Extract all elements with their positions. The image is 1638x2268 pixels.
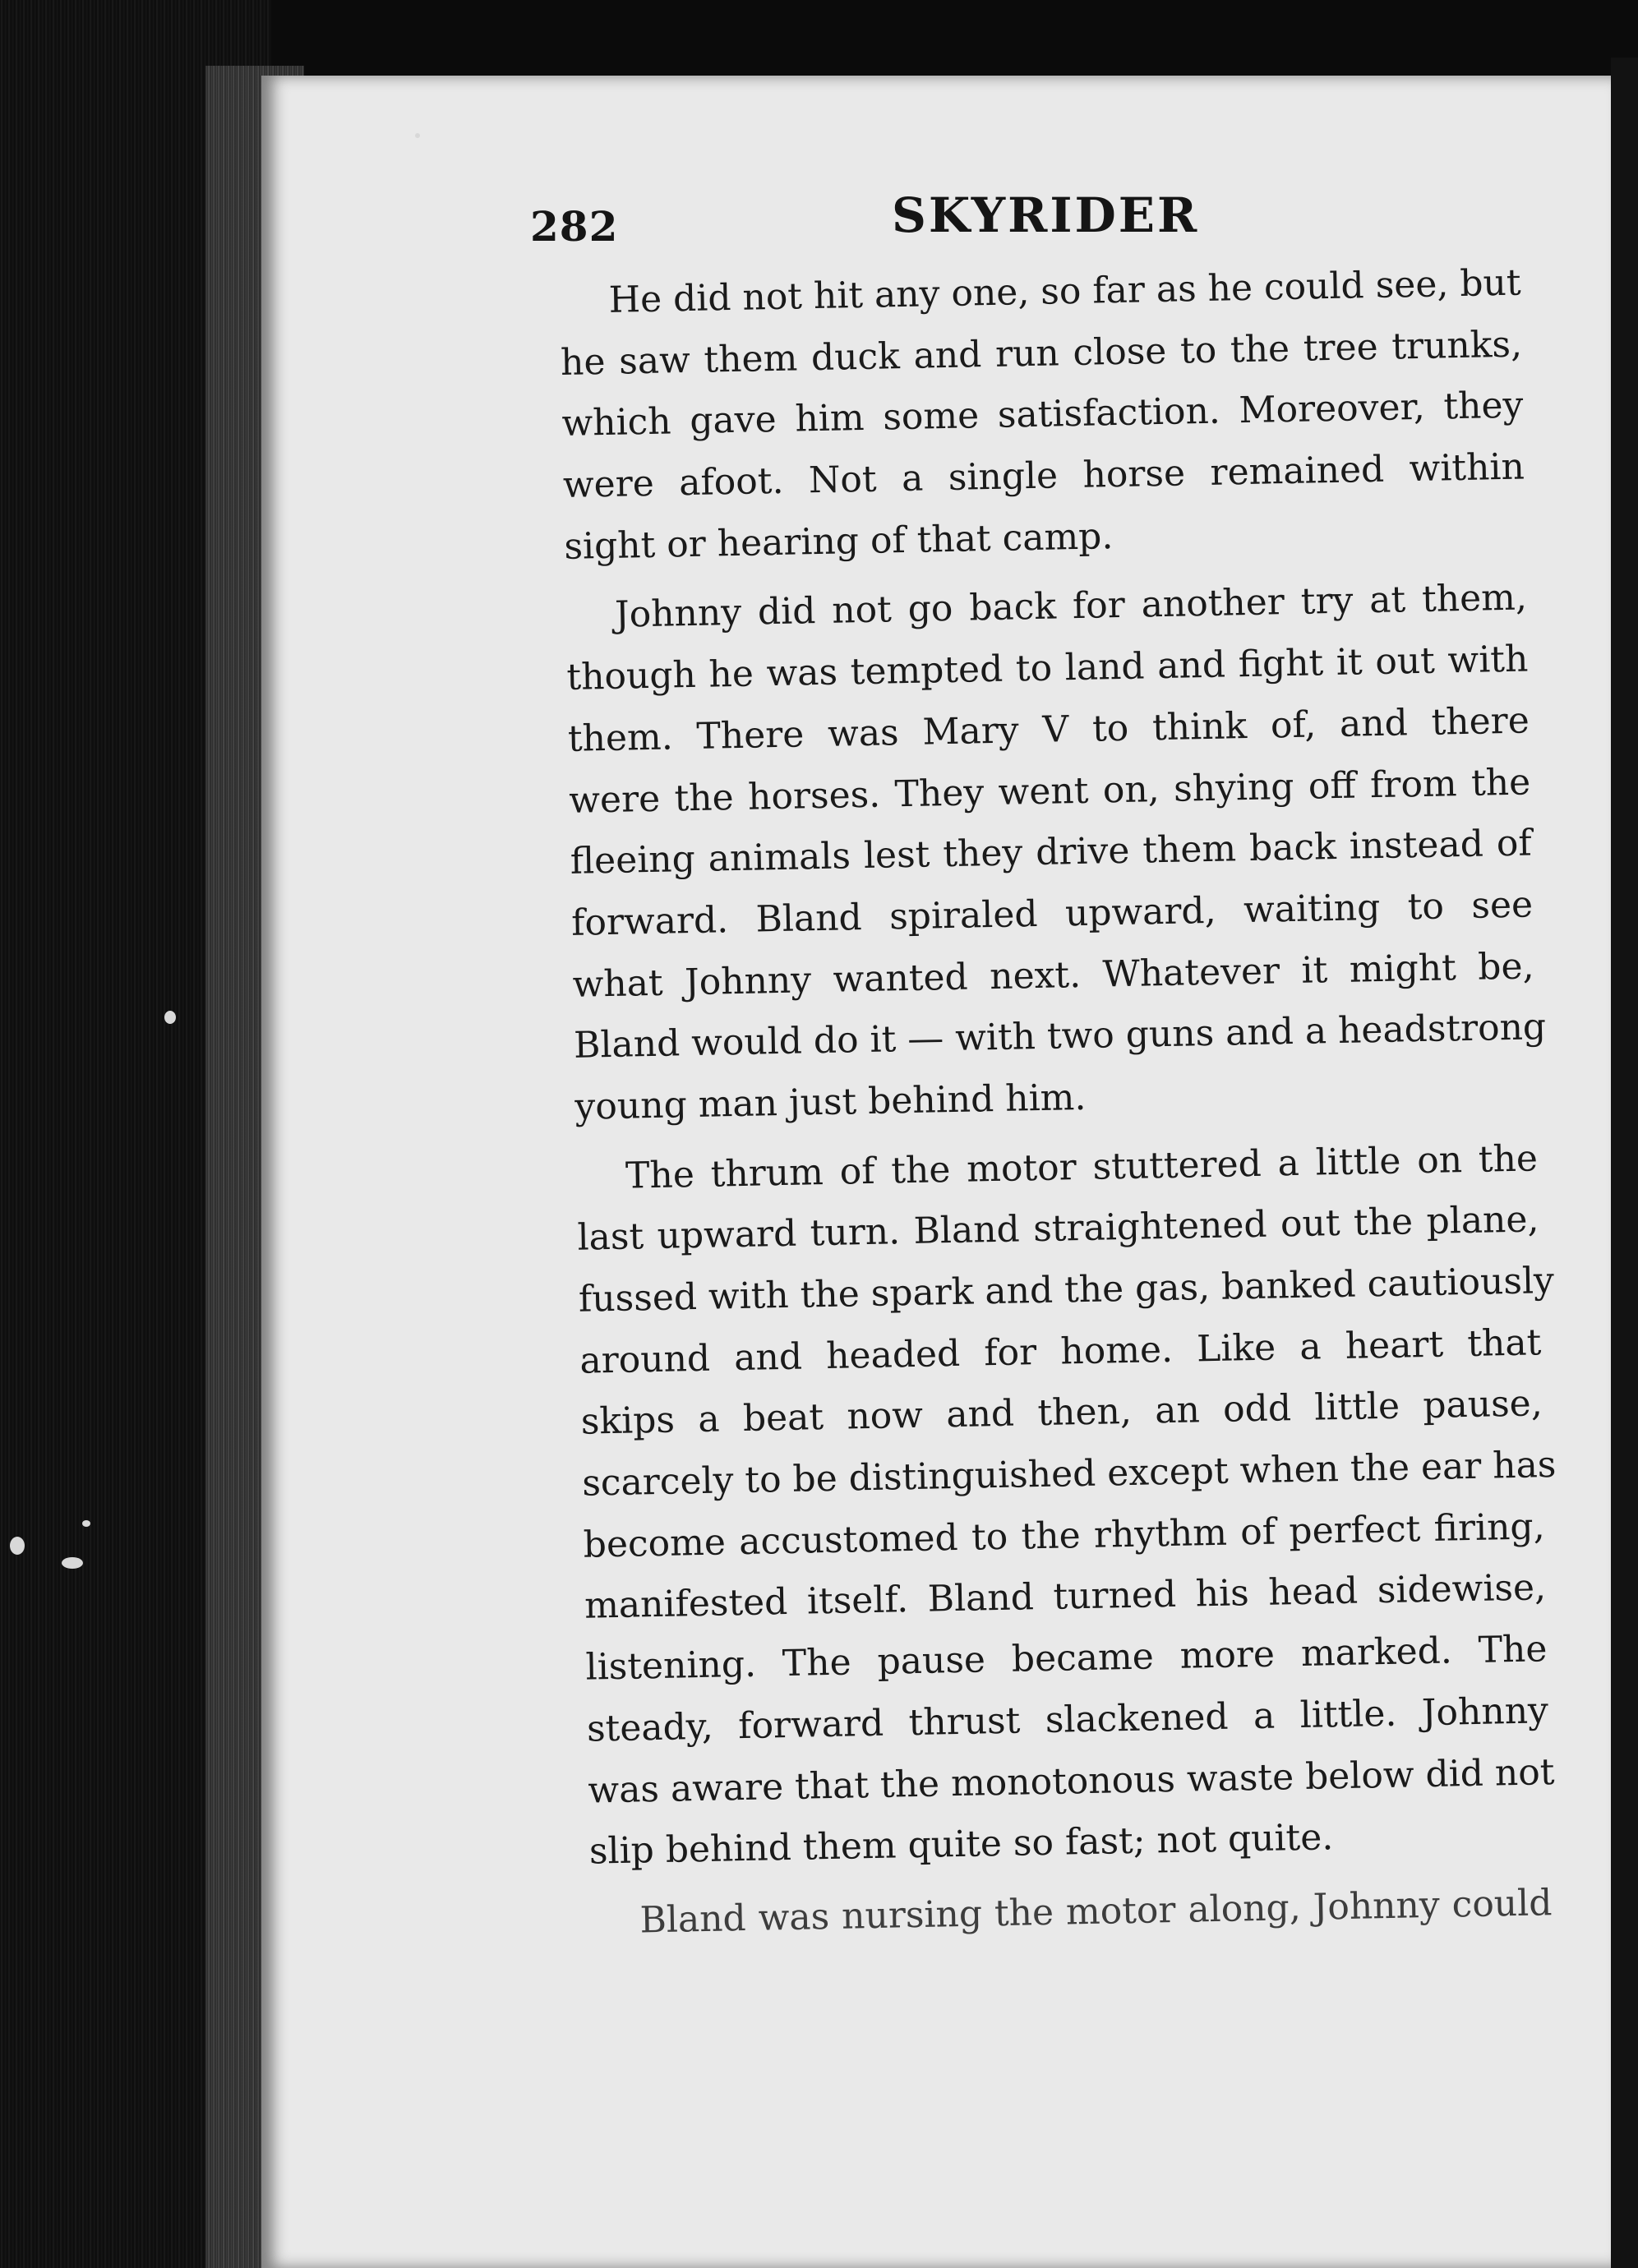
text-line: last upward turn. Bland straightened out the plane, xyxy=(577,1198,1539,1260)
text-line: what Johnny wanted next. Whatever it might be, xyxy=(572,944,1534,1006)
text-line: Bland was nursing the motor along, Johnny could xyxy=(639,1882,1553,1942)
dust-speck xyxy=(62,1557,83,1569)
text-line: The thrum of the motor stuttered a little on the xyxy=(625,1136,1539,1197)
dust-speck xyxy=(10,1537,25,1555)
text-line: become accustomed to the rhythm of perfect firing, xyxy=(583,1505,1546,1566)
text-line: which gave him some satisfaction. Moreover, they xyxy=(561,384,1524,445)
text-line: steady, forward thrust slackened a little. Johnny xyxy=(586,1689,1549,1750)
right-margin-shadow xyxy=(1611,58,1638,2268)
text-line: manifested itself. Bland turned his head sidewise, xyxy=(584,1566,1547,1628)
text-line: he saw them duck and run close to the tree trunks, xyxy=(560,323,1523,384)
text-line: skips a beat now and then, an odd little pause, xyxy=(580,1382,1543,1444)
body-text xyxy=(559,252,1594,1953)
text-line: though he was tempted to land and fight it out with xyxy=(566,638,1529,699)
text-line: forward. Bland spiraled upward, waiting to see xyxy=(570,883,1534,944)
paragraph xyxy=(559,252,1567,579)
text-line: scarcely to be distinguished except when the ear has xyxy=(581,1444,1557,1505)
text-line: were afoot. Not a single horse remained within xyxy=(562,445,1525,507)
paragraph xyxy=(575,1127,1592,1883)
text-line: listening. The pause became more marked. The xyxy=(585,1628,1548,1689)
dust-speck xyxy=(164,1011,176,1024)
running-title: SKYRIDER xyxy=(892,187,1200,243)
text-line: Johnny did not go back for another try at them, xyxy=(614,576,1528,637)
paragraph xyxy=(565,567,1578,1138)
page-number: 282 xyxy=(530,202,619,251)
text-line: fleeing animals lest they drive them back instead of xyxy=(570,822,1533,883)
text-line: them. There was Mary V to think of, and there xyxy=(567,699,1530,760)
dust-speck xyxy=(415,133,420,138)
text-line: He did not hit any one, so far as he could see, but xyxy=(608,261,1521,321)
text-line: fussed with the spark and the gas, banked cautiously xyxy=(578,1259,1555,1321)
text-line: slip behind them quite so fast; not quite. xyxy=(588,1816,1334,1873)
text-line: sight or hearing of that camp. xyxy=(563,514,1114,568)
text-line: was aware that the monotonous waste below did not xyxy=(588,1750,1555,1812)
page-header xyxy=(530,187,1204,253)
text-line: young man just behind him. xyxy=(574,1076,1087,1128)
text-line: Bland would do it — with two guns and a headstrong xyxy=(573,1006,1547,1067)
text-line: around and headed for home. Like a heart that xyxy=(579,1321,1542,1382)
text-line: were the horses. They went on, shying off from the xyxy=(568,760,1531,822)
dust-speck xyxy=(82,1520,90,1527)
